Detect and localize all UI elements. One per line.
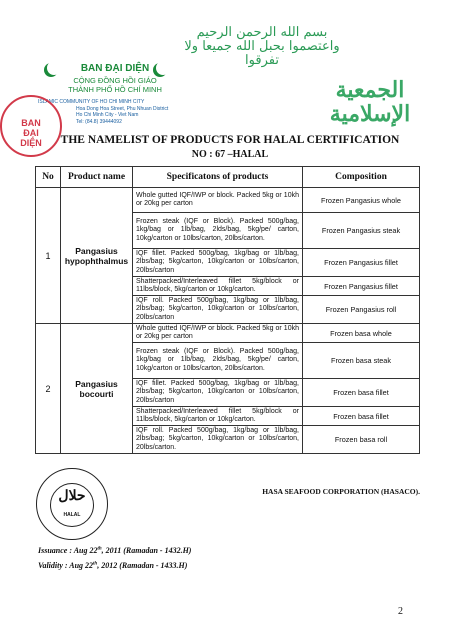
row-number: 2 xyxy=(36,324,61,454)
header-product-name: Product name xyxy=(61,167,133,188)
composition-cell: Frozen basa steak xyxy=(303,343,420,379)
validity-label: Validity : Aug 22 xyxy=(38,561,94,570)
composition-cell: Frozen Pangasius roll xyxy=(303,296,420,324)
stamp-text: BAN ĐẠI DIỆN xyxy=(20,118,42,148)
composition-cell: Frozen Pangasius fillet xyxy=(303,249,420,277)
spec-cell: IQF fillet. Packed 500g/bag, 1kg/bag or 1lb/bag, 2lbs/bag; 5kg/carton, 10kg/carton or 10lbs/carton, 20lbs/carton xyxy=(133,249,303,277)
spec-cell: IQF fillet. Packed 500g/bag, 1kg/bag or 1lb/bag, 2lbs/bag; 5kg/carton, 10kg/carton or 10lbs/carton, 20lbs/carton xyxy=(133,379,303,407)
table-row xyxy=(36,324,420,343)
org-subtitle xyxy=(60,76,170,94)
org-address-line-2: Ho Chi Minh City - Viet Nam xyxy=(76,112,139,118)
spec-cell: IQF roll. Packed 500g/bag, 1kg/bag or 1lb/bag, 2lbs/bag; 5kg/carton, 10kg/carton or 10lbs/carton, 20lbs/carton. xyxy=(133,426,303,454)
composition-cell: Frozen Pangasius whole xyxy=(303,188,420,213)
issuance-date xyxy=(38,546,191,555)
arabic-line-1: بسم الله الرحمن الرحيم xyxy=(196,25,328,40)
crescent-icon-left xyxy=(47,61,61,75)
spec-cell: Frozen steak (IQF or Block). Packed 500g/bag, 1kg/bag or 1lb/bag, 2lds/bag, 5kg/pe/ carton, 10kg/carton or 10lbs/carton, 20lbs/carton. xyxy=(133,343,303,379)
header-composition: Composition xyxy=(303,167,420,188)
composition-cell: Frozen Pangasius steak xyxy=(303,213,420,249)
validity-rest: , 2012 (Ramadan - 1433.H) xyxy=(97,561,188,570)
halal-seal-arabic: حلال xyxy=(58,488,86,504)
org-address-line-1: Hoa Dong Hoa Street, Phu Nhuan District xyxy=(76,105,169,112)
composition-cell: Frozen basa whole xyxy=(303,324,420,343)
table-row xyxy=(36,188,420,213)
spec-cell: IQF roll. Packed 500g/bag, 1kg/bag or 1lb/bag, 2lbs/bag; 5kg/carton, 10kg/carton or 10lbs/carton, 20lbs/carton xyxy=(133,296,303,324)
header-no: No xyxy=(36,167,61,188)
org-title: BAN ĐẠI DIỆN xyxy=(80,63,150,74)
composition-cell: Frozen Pangasius fillet xyxy=(303,277,420,296)
spec-cell: Shatterpacked/Interleaved fillet 5kg/block or 11lbs/block, 5kg/carton or 10kg/carton. xyxy=(133,407,303,426)
company-name: HASA SEAFOOD CORPORATION (HASACO). xyxy=(262,487,420,496)
issuance-rest: , 2011 (Ramadan - 1432.H) xyxy=(101,546,192,555)
validity-date xyxy=(38,561,187,570)
product-name: Pangasius bocourti xyxy=(61,324,133,454)
crescent-icon-right xyxy=(156,61,170,75)
composition-cell: Frozen basa roll xyxy=(303,426,420,454)
org-subtitle-line-1: CỘNG ĐỒNG HỒI GIÁO xyxy=(73,76,157,85)
spec-cell: Frozen steak (IQF or Block). Packed 500g/bag, 1kg/bag or 1lb/bag, 2lds/bag, 5kg/pe/ carton, 10kg/carton or 10lbs/carton, 20lbs/carton. xyxy=(133,213,303,249)
org-english-name: ISLAMIC COMMUNITY OF HO CHI MINH CITY xyxy=(38,99,145,105)
product-name: Pangasius hypophthalmus xyxy=(61,188,133,324)
arabic-org-name: الجمعية الإسلامية xyxy=(329,77,411,127)
row-number: 1 xyxy=(36,188,61,324)
table-header-row xyxy=(36,167,420,188)
spec-cell: Shatterpacked/Interleaved fillet 5kg/block or 11lbs/block, 5kg/carton or 10kg/carton. xyxy=(133,277,303,296)
header-specifications: Specificatons of products xyxy=(133,167,303,188)
document-title: THE NAMELIST OF PRODUCTS FOR HALAL CERTIFICATION xyxy=(60,134,400,146)
spec-cell: Whole gutted IQF/IWP or block. Packed 5kg or 10kh or 20kg per carton xyxy=(133,324,303,343)
org-subtitle-line-2: THÀNH PHỐ HỒ CHÍ MINH xyxy=(68,85,162,94)
org-phone: Tel: (84.8) 39444092 xyxy=(76,118,122,125)
halal-seal-word: HALAL xyxy=(63,512,81,518)
products-table xyxy=(35,166,420,454)
validity-ordinal: th xyxy=(93,561,98,567)
document-number: NO : 67 –HALAL xyxy=(191,149,269,160)
spec-cell: Whole gutted IQF/IWP or block. Packed 5kg or 10kh or 20kg per carton xyxy=(133,188,303,213)
arabic-line-2: واعتصموا بحبل الله جميعا ولا تفرقوا xyxy=(184,39,340,68)
issuance-label: Issuance : Aug 22 xyxy=(38,546,98,555)
composition-cell: Frozen basa fillet xyxy=(303,379,420,407)
composition-cell: Frozen basa fillet xyxy=(303,407,420,426)
arabic-basmala xyxy=(172,26,352,68)
issuance-ordinal: th xyxy=(97,546,102,552)
page-number: 2 xyxy=(398,606,403,617)
